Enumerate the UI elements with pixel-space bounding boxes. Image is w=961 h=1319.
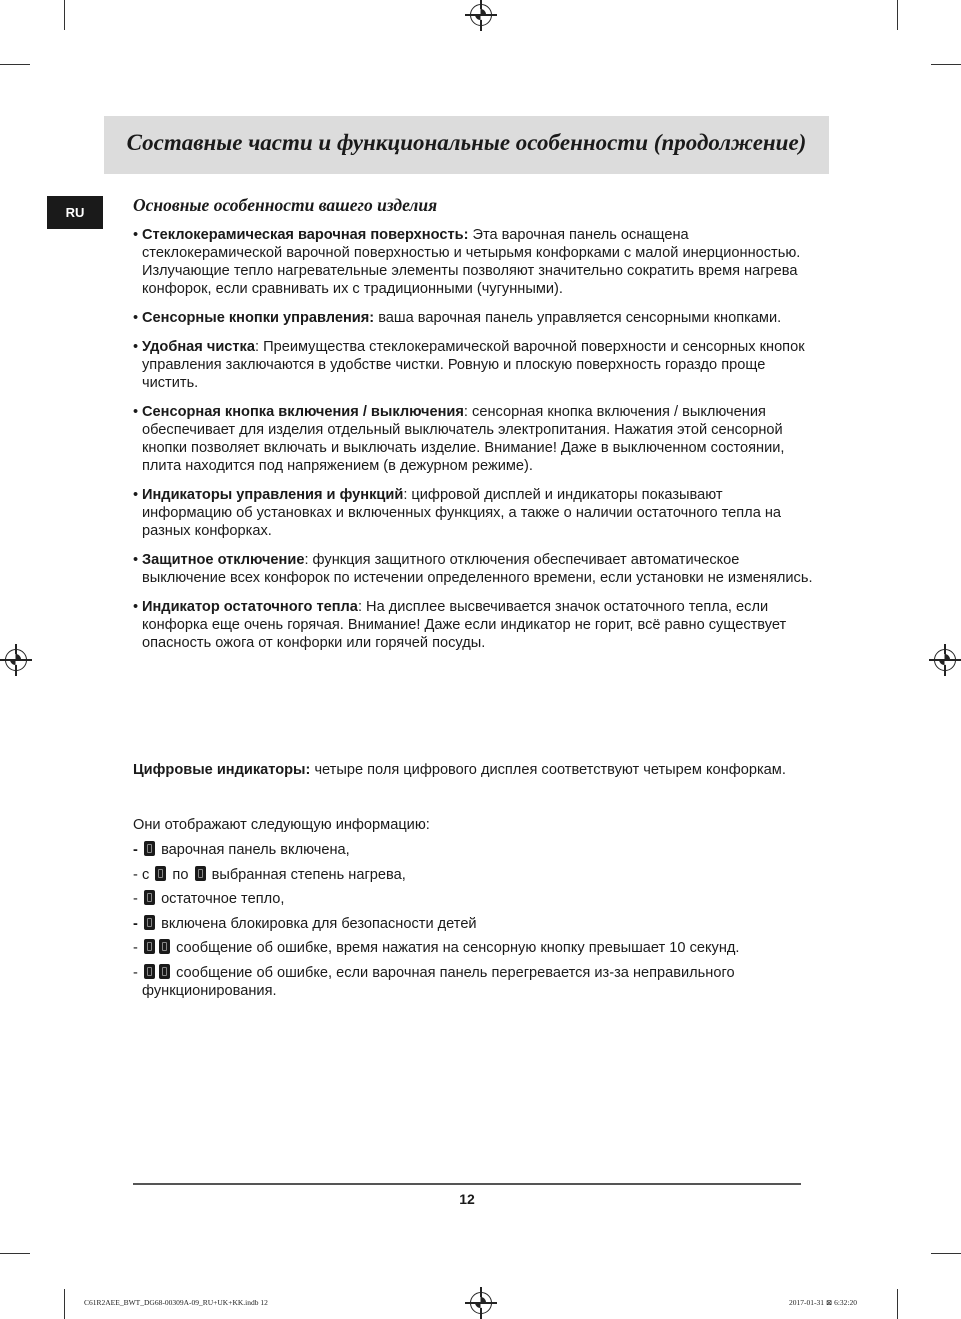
display-digit-9-icon xyxy=(195,866,206,881)
crop-mark xyxy=(64,1289,65,1319)
list-item: • Стеклокерамическая варочная поверхность: Эта варочная панель оснащена стеклокерамической варочной поверхностью и четырьмя конфорками с малой инерционностью. Излучающие тепло нагревательные элементы позволяют значительно сократить время нагрева конфорок, если сравнивать их с традиционными (чугунными). xyxy=(133,227,801,297)
feature-term: Индикатор остаточного тепла xyxy=(142,599,358,615)
list-item: • Индикаторы управления и функций: цифровой дисплей и индикаторы показывают информацию об установках и включенных функциях, а также о наличии остаточного тепла на разных конфорках. xyxy=(133,487,782,539)
crop-mark xyxy=(931,1253,961,1254)
feature-term: Сенсорные кнопки управления: xyxy=(142,310,375,326)
list-item: - сообщение об ошибке, если варочная панель перегревается из-за неправильного функционирования. xyxy=(133,964,735,999)
crop-mark xyxy=(931,64,961,65)
list-item: - остаточное тепло, xyxy=(133,891,285,907)
display-h-icon xyxy=(144,890,155,905)
indicator-list xyxy=(133,841,813,1006)
crop-mark xyxy=(0,64,30,65)
registration-mark-icon xyxy=(470,1292,492,1314)
crop-mark xyxy=(897,1289,898,1319)
digital-term: Цифровые индикаторы: xyxy=(133,762,311,778)
crop-mark xyxy=(0,1253,30,1254)
section-title: Основные особенности вашего изделия xyxy=(133,195,438,215)
registration-mark-icon xyxy=(5,649,27,671)
feature-text: Эта варочная панель оснащена стеклокерамической варочной поверхностью и четырьмя конфорками с малой инерционностью. Излучающие тепло нагревательные элементы позволяют значительно сократить время нагрева конфорок, если сравнивать их с традиционными (чугунными). xyxy=(142,227,801,297)
feature-text: : На дисплее высвечивается значок остаточного тепла, если конфорка еще очень горячая. Внимание! Даже если индикатор не горит, всё равно существует опасность ожога от конфорки или горячей посуды. xyxy=(142,599,787,651)
display-l-icon xyxy=(144,915,155,930)
digital-indicators-paragraph xyxy=(133,761,813,779)
feature-text: : функция защитного отключения обеспечивает автоматическое выключение всех конфорок по истечении определенного времени, если установки не изменялись. xyxy=(142,552,813,586)
list-item: • Защитное отключение: функция защитного отключения обеспечивает автоматическое выключение всех конфорок по истечении определенного времени, если установки не изменялись. xyxy=(133,552,813,586)
feature-term: Стеклокерамическая варочная поверхность: xyxy=(142,227,469,243)
list-item: - варочная панель включена, xyxy=(133,842,350,858)
feature-text: : цифровой дисплей и индикаторы показывают информацию об установках и включенных функциях, а также о наличии остаточного тепла на разных конфорках. xyxy=(142,487,782,539)
feature-term: Защитное отключение xyxy=(142,552,305,568)
print-slug-file: C61R2AEE_BWT_DG68-00309A-09_RU+UK+KK.indb 12 xyxy=(84,1298,268,1307)
display-s-icon xyxy=(144,939,155,954)
indicator-intro: Они отображают следующую информацию: xyxy=(133,817,430,833)
list-item: • Индикатор остаточного тепла: На дисплее высвечивается значок остаточного тепла, если конфорка еще очень горячая. Внимание! Даже если индикатор не горит, всё равно существует опасность ожога от конфорки или горячей посуды. xyxy=(133,599,787,651)
indicator-text: выбранная степень нагрева, xyxy=(211,866,406,883)
indicator-text: остаточное тепло, xyxy=(161,891,285,907)
feature-term: Сенсорная кнопка включения / выключения xyxy=(142,404,464,420)
feature-term: Удобная чистка xyxy=(142,339,255,355)
list-item: - включена блокировка для безопасности детей xyxy=(133,915,477,932)
crop-mark xyxy=(64,0,65,30)
indicator-text: с xyxy=(142,866,150,883)
feature-text: ваша варочная панель управляется сенсорными кнопками. xyxy=(374,310,782,326)
list-item: - сообщение об ошибке, время нажатия на сенсорную кнопку превышает 10 секунд. xyxy=(133,940,740,956)
display-digit-1-icon xyxy=(155,866,166,881)
indicator-text: сообщение об ошибке, время нажатия на сенсорную кнопку превышает 10 секунд. xyxy=(176,940,740,956)
page-number: 12 xyxy=(459,1191,475,1207)
registration-mark-icon xyxy=(934,649,956,671)
registration-mark-icon xyxy=(470,4,492,26)
language-tab: RU xyxy=(47,196,103,229)
display-e-icon xyxy=(159,939,170,954)
footer-divider xyxy=(133,1183,801,1185)
indicator-text: варочная панель включена, xyxy=(161,842,350,858)
list-item: • Сенсорная кнопка включения / выключения: сенсорная кнопка включения / выключения обеспечивает для изделия отдельный выключатель электропитания. Нажатия этой сенсорной кнопки позволяет включать и выключать изделие. Внимание! Даже в выключенном состоянии, плита находится под напряжением (в дежурном режиме). xyxy=(133,404,785,474)
print-slug-date: 2017-01-31 ⊠ 6:32:20 xyxy=(789,1298,857,1307)
header-band xyxy=(104,116,829,174)
crop-mark xyxy=(897,0,898,30)
list-item: • Удобная чистка: Преимущества стеклокерамической варочной поверхности и сенсорных кнопок управления заключаются в удобстве чистки. Ровную и плоскую поверхность гораздо проще чистить. xyxy=(133,339,805,391)
digital-text: четыре поля цифрового дисплея соответствуют четырем конфоркам. xyxy=(310,762,786,778)
feature-text: : Преимущества стеклокерамической варочной поверхности и сенсорных кнопок управления заключаются в удобстве чистки. Ровную и плоскую поверхность гораздо проще чистить. xyxy=(142,339,805,391)
feature-term: Индикаторы управления и функций xyxy=(142,487,404,503)
feature-text: : сенсорная кнопка включения / выключения обеспечивает для изделия отдельный выключатель электропитания. Нажатия этой сенсорной кнопки позволяет включать и выключать изделие. Внимание! Даже в выключенном состоянии, плита находится под напряжением (в дежурном режиме). xyxy=(142,404,785,474)
display-h-icon xyxy=(144,964,155,979)
indicator-text: включена блокировка для безопасности детей xyxy=(161,915,477,932)
list-item: - с по выбранная степень нагрева, xyxy=(133,866,406,883)
display-t-icon xyxy=(159,964,170,979)
page-title: Составные части и функциональные особенности (продолжение) xyxy=(126,130,807,155)
indicator-text: сообщение об ошибке, если варочная панель перегревается из-за неправильного функционирования. xyxy=(142,964,735,999)
list-item: • Сенсорные кнопки управления: ваша варочная панель управляется сенсорными кнопками. xyxy=(133,310,782,326)
feature-list xyxy=(133,226,813,663)
display-dash-icon xyxy=(144,841,155,856)
indicator-text: по xyxy=(172,866,189,883)
